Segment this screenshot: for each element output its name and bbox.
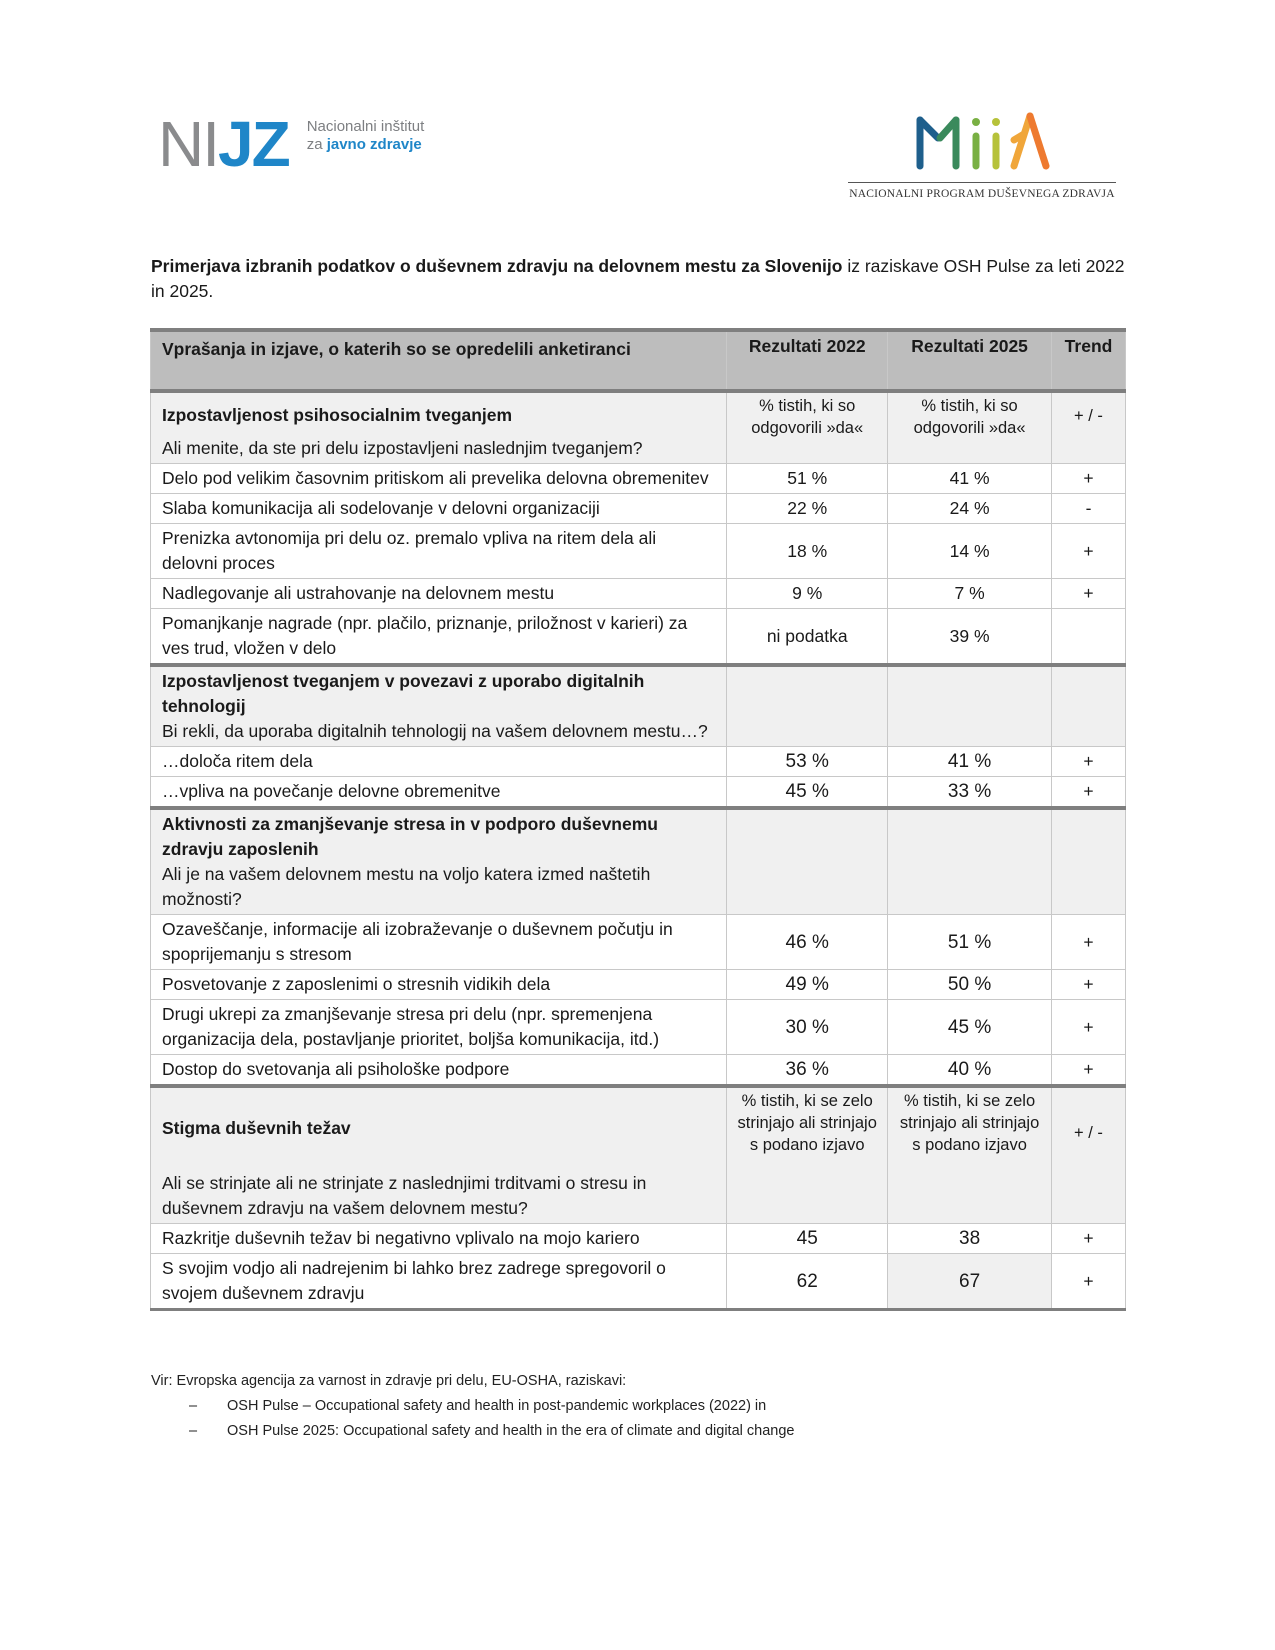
section-question: Bi rekli, da uporaba digitalnih tehnologij na vašem delovnem mestu…? <box>162 721 708 741</box>
unit-2022: % tistih, ki so odgovorili »da« <box>727 391 888 464</box>
unit-2022: % tistih, ki se zelo strinjajo ali strinjajo s podano izjavo <box>727 1086 888 1224</box>
table-header-row <box>151 330 1126 391</box>
nijz-logo <box>158 108 425 180</box>
table-row: Prenizka avtonomija pri delu oz. premalo vpliva na ritem dela ali delovni proces 18 % 14 % + <box>151 524 1126 579</box>
nijz-logo-mark: NIJZ <box>158 108 289 180</box>
section-header <box>151 665 1126 747</box>
trend-label: + / - <box>1052 391 1126 464</box>
nijz-logo-text: Nacionalni inštitut za javno zdravje <box>306 118 425 153</box>
section-header <box>151 1086 1126 1224</box>
trend-label: + / - <box>1052 1086 1126 1224</box>
table-row: S svojim vodjo ali nadrejenim bi lahko brez zadrege spregovoril o svojem duševnem zdravju 62 67 + <box>151 1254 1126 1310</box>
header-2022: Rezultati 2022 <box>727 330 888 391</box>
mira-logo <box>848 106 1116 200</box>
table-row: Drugi ukrepi za zmanjševanje stresa pri delu (npr. spremenjena organizacija dela, postavljanje prioritet, boljša komunikacija, itd.) 30 % 45 % + <box>151 1000 1126 1055</box>
section-title: Izpostavljenost psihosocialnim tveganjem <box>162 405 513 425</box>
section-title: Stigma duševnih težav <box>162 1118 351 1138</box>
source-item: – OSH Pulse – Occupational safety and health in post-pandemic workplaces (2022) in <box>189 1398 767 1414</box>
section-header <box>151 391 1126 464</box>
table-row: Razkritje duševnih težav bi negativno vplivalo na mojo kariero 45 38 + <box>151 1224 1126 1254</box>
table-row: …določa ritem dela 53 % 41 % + <box>151 747 1126 777</box>
source-label: Vir: Evropska agencija za varnost in zdravje pri delu, EU-OSHA, raziskavi: <box>151 1373 627 1389</box>
mira-divider <box>848 182 1116 183</box>
source-list <box>151 1394 794 1444</box>
section-title: Izpostavljenost tveganjem v povezavi z uporabo digitalnih tehnologij <box>162 671 645 716</box>
table-row: Pomanjkanje nagrade (npr. plačilo, priznanje, priložnost v karieri) za ves trud, vložen v delo ni podatka 39 % <box>151 609 1126 666</box>
results-table <box>150 328 1126 1311</box>
table-row: Dostop do svetovanja ali psihološke podpore 36 % 40 % + <box>151 1055 1126 1087</box>
section-question: Ali menite, da ste pri delu izpostavljeni naslednjim tveganjem? <box>162 438 643 458</box>
header-2025: Rezultati 2025 <box>888 330 1052 391</box>
table-row: Posvetovanje z zaposlenimi o stresnih vidikih dela 49 % 50 % + <box>151 970 1126 1000</box>
section-header <box>151 808 1126 915</box>
source-footer <box>151 1369 794 1444</box>
section-question: Ali je na vašem delovnem mestu na voljo katera izmed naštetih možnosti? <box>162 864 651 909</box>
header-trend: Trend <box>1052 330 1126 391</box>
table-row: Nadlegovanje ali ustrahovanje na delovnem mestu 9 % 7 % + <box>151 579 1126 609</box>
mira-logo-mark <box>848 106 1116 170</box>
table-row: …vpliva na povečanje delovne obremenitve 45 % 33 % + <box>151 777 1126 809</box>
section-question: Ali se strinjate ali ne strinjate z naslednjimi trditvami o stresu in duševnem zdravju na vašem delovnem mestu? <box>162 1173 647 1218</box>
unit-2025: % tistih, ki so odgovorili »da« <box>888 391 1052 464</box>
intro-paragraph: Primerjava izbranih podatkov o duševnem zdravju na delovnem mestu za Slovenijo iz raziskave OSH Pulse za leti 2022 in 2025. <box>151 256 1125 301</box>
source-item: – OSH Pulse 2025: Occupational safety and health in the era of climate and digital change <box>189 1423 795 1439</box>
mira-subtitle: NACIONALNI PROGRAM DUŠEVNEGA ZDRAVJA <box>849 188 1115 200</box>
table-row: Slaba komunikacija ali sodelovanje v delovni organizaciji 22 % 24 % - <box>151 494 1126 524</box>
unit-2025: % tistih, ki se zelo strinjajo ali strinjajo s podano izjavo <box>888 1086 1052 1224</box>
table-row: Delo pod velikim časovnim pritiskom ali prevelika delovna obremenitev 51 % 41 % + <box>151 464 1126 494</box>
table-row: Ozaveščanje, informacije ali izobraževanje o duševnem počutju in spoprijemanju s stresom 46 % 51 % + <box>151 915 1126 970</box>
header-question: Vprašanja in izjave, o katerih so se opredelili anketiranci <box>151 330 727 391</box>
mira-logo-icon <box>912 108 1052 170</box>
section-title: Aktivnosti za zmanjševanje stresa in v podporo duševnemu zdravju zaposlenih <box>162 814 658 859</box>
